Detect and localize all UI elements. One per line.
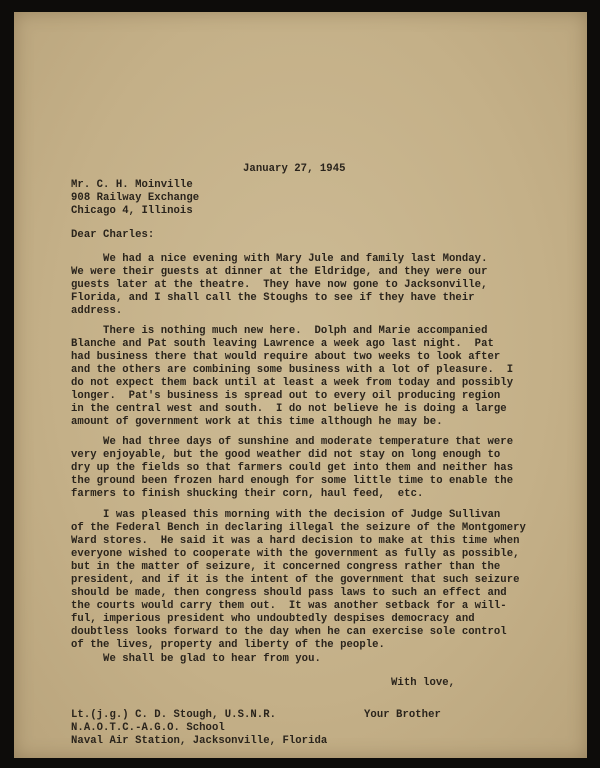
text-line: everyone wished to cooperate with the government as fully as possible, (71, 548, 520, 560)
text-line: ful, imperious president who undoubtedly despises democracy and (71, 613, 475, 625)
recipient-address (71, 179, 199, 218)
cc-line-3: Naval Air Station, Jacksonville, Florida (71, 735, 328, 747)
letter-date: January 27, 1945 (243, 163, 346, 175)
text-line: the courts would carry them out. It was another setback for a will- (71, 600, 507, 612)
paragraph-2 (71, 325, 513, 429)
text-line: Florida, and I shall call the Stoughs to see if they have their (71, 292, 475, 304)
text-line: had business there that would require about two weeks to look after (71, 351, 501, 363)
text-line: and the others are combining some business with a lot of pleasure. I (71, 364, 514, 376)
text-line: doubtless looks forward to the day when he can exercise sole control (71, 626, 507, 638)
text-line: There is nothing much new here. Dolph and Marie accompanied (71, 325, 488, 337)
letter-page (14, 12, 587, 758)
text-line: of the lives, property and liberty of the people. (71, 639, 385, 651)
cc-line-1: Lt.(j.g.) C. D. Stough, U.S.N.R. (71, 709, 277, 721)
recipient-street: 908 Railway Exchange (71, 192, 200, 204)
text-line: Blanche and Pat south leaving Lawrence a week ago last night. Pat (71, 338, 494, 350)
text-line: I was pleased this morning with the decision of Judge Sullivan (71, 509, 501, 521)
text-line: farmers to finish shucking their corn, haul feed, etc. (71, 488, 424, 500)
recipient-city: Chicago 4, Illinois (71, 205, 193, 217)
text-line: amount of government work at this time although he may be. (71, 416, 443, 428)
salutation: Dear Charles: (71, 229, 155, 241)
paragraph-4 (71, 509, 526, 652)
text-line: do not expect them back until at least a week from today and possibly (71, 377, 514, 389)
paragraph-5: We shall be glad to hear from you. (71, 653, 321, 665)
text-line: longer. Pat's business is spread out to every oil producing region (71, 390, 501, 402)
text-line: Ward stores. He said it was a hard decision to make at this time when (71, 535, 520, 547)
paragraph-3 (71, 436, 513, 501)
text-line: should be made, then congress should pass laws to such an effect and (71, 587, 507, 599)
text-line: address. (71, 305, 123, 317)
text-line: of the Federal Bench in declaring illegal the seizure of the Montgomery (71, 522, 526, 534)
text-line: in the central west and south. I do not believe he is doing a large (71, 403, 507, 415)
text-line: We had a nice evening with Mary Jule and family last Monday. (71, 253, 488, 265)
paragraph-1 (71, 253, 487, 318)
text-line: president, and if it is the intent of the government that such seizure (71, 574, 520, 586)
text-line: guests later at the theatre. They have now gone to Jacksonville, (71, 279, 488, 291)
text-line: We had three days of sunshine and moderate temperature that were (71, 436, 514, 448)
text-line: very enjoyable, but the good weather did not stay on long enough to (71, 449, 501, 461)
recipient-name: Mr. C. H. Moinville (71, 179, 193, 191)
text-line: We were their guests at dinner at the Eldridge, and they were our (71, 266, 488, 278)
text-line: but in the matter of seizure, it concerned congress rather than the (71, 561, 501, 573)
carbon-copy-address (71, 709, 327, 748)
text-line: the ground been frozen hard enough for some little time to enable the (71, 475, 514, 487)
closing: With love, (391, 677, 456, 689)
signature: Your Brother (364, 709, 441, 721)
cc-line-2: N.A.O.T.C.-A.G.O. School (71, 722, 225, 734)
text-line: dry up the fields so that farmers could get into them and neither has (71, 462, 514, 474)
